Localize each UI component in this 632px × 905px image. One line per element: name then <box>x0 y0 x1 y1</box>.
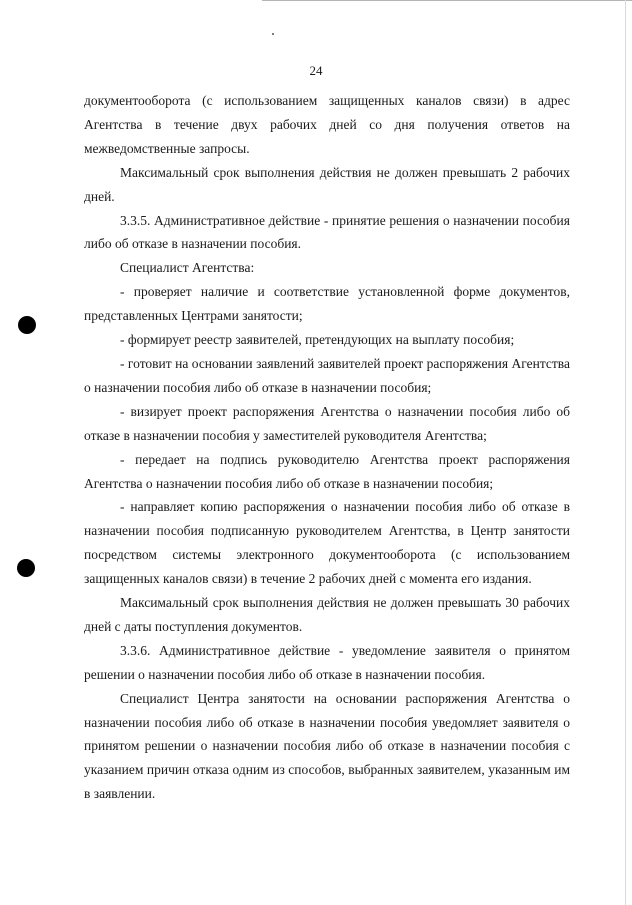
scan-speck <box>272 33 274 35</box>
list-item: - готовит на основании заявлений заявителей проект распоряжения Агентства о назначении пособия либо об отказе в назначении пособия; <box>84 355 570 395</box>
list-item: - направляет копию распоряжения о назначении пособия либо об отказе в назначении пособия подписанную руководителем Агентства, в Центр занятости посредством системы электронного документооборота (с использованием защищенных каналов связи) в течение 2 рабочих дней с момента его издания. <box>84 499 570 587</box>
paragraph: Максимальный срок выполнения действия не должен превышать 2 рабочих дней. <box>84 164 570 204</box>
punch-hole <box>18 316 36 334</box>
document-body <box>84 89 570 806</box>
scan-edge-line <box>262 0 632 1</box>
page-number: 24 <box>309 63 323 78</box>
paragraph: Специалист Агентства: <box>120 260 255 276</box>
paragraph: 3.3.6. Административное действие - уведомление заявителя о принятом решении о назначении пособия либо об отказе в назначении пособия. <box>84 642 570 682</box>
paragraph: Максимальный срок выполнения действия не должен превышать 30 рабочих дней с даты поступления документов. <box>84 595 570 634</box>
list-item: - формирует реестр заявителей, претендующих на выплату пособия; <box>120 332 515 348</box>
scan-edge-line-right <box>625 0 626 905</box>
list-item: - визирует проект распоряжения Агентства о назначении пособия либо об отказе в назначении пособия у заместителей руководителя Агентства; <box>84 403 570 443</box>
punch-hole <box>17 559 35 577</box>
paragraph: документооборота (с использованием защищенных каналов связи) в адрес Агентства в течение двух рабочих дней со дня получения ответов на межведомственные запросы. <box>84 93 570 156</box>
list-item: - проверяет наличие и соответствие установленной форме документов, представленных Центрами занятости; <box>84 284 570 324</box>
paragraph: Специалист Центра занятости на основании распоряжения Агентства о назначении пособия либо об отказе в назначении пособия уведомляет заявителя о принятом решении о назначении пособия либо об отказе в назначении пособия с указанием причин отказа одним из способов, выбранных заявителем, указанным им в заявлении. <box>84 690 570 802</box>
list-item: - передает на подпись руководителю Агентства проект распоряжения Агентства о назначении пособия либо об отказе в назначении пособия; <box>84 451 570 491</box>
paragraph: 3.3.5. Административное действие - принятие решения о назначении пособия либо об отказе в назначении пособия. <box>84 212 570 252</box>
